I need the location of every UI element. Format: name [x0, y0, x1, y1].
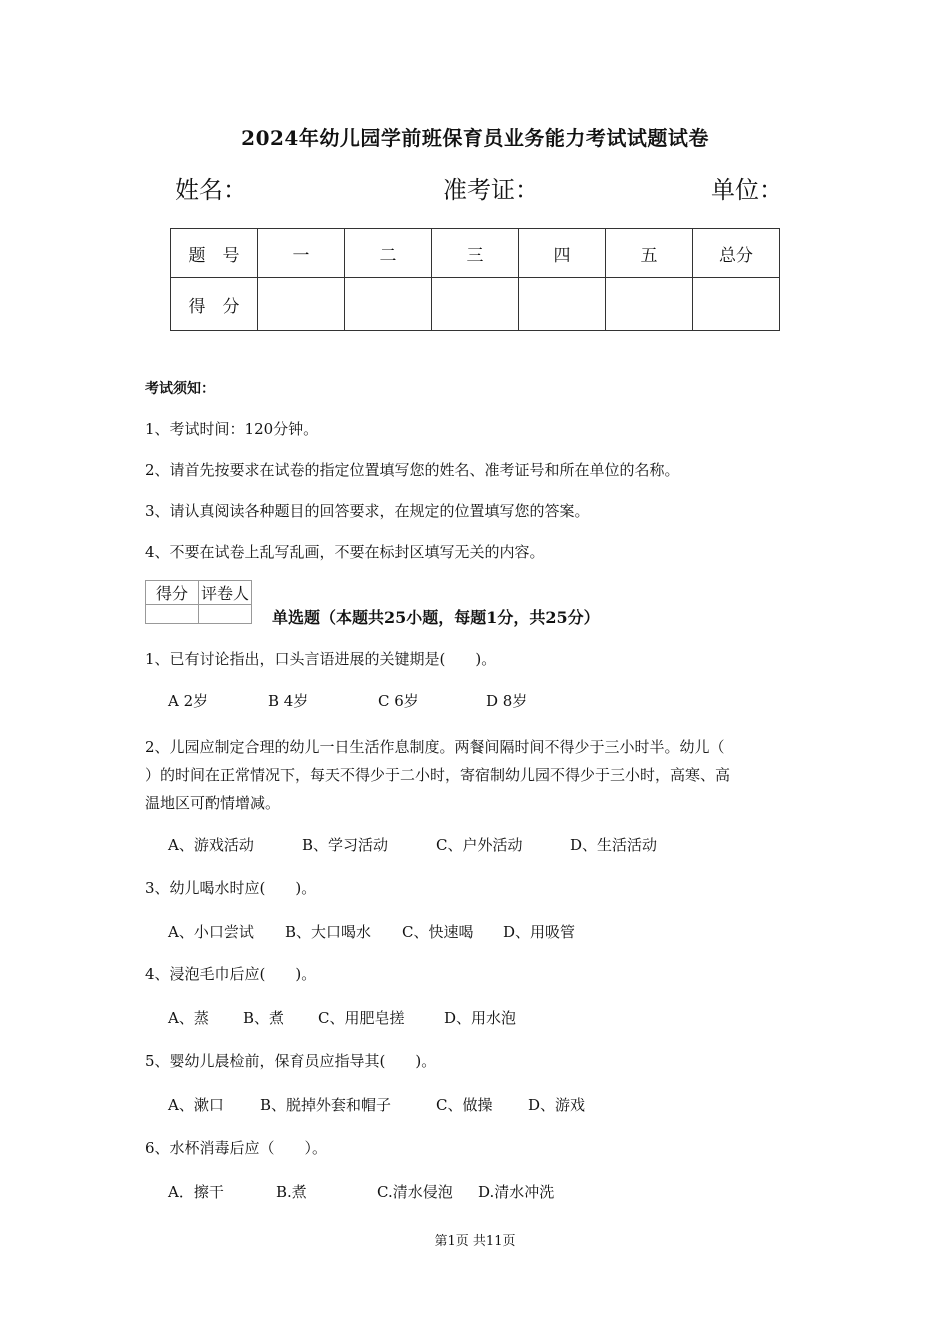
grader-reviewer-label: 评卷人: [199, 581, 252, 605]
score-cell[interactable]: [345, 278, 432, 331]
answer-option[interactable]: D.清水冲洗: [478, 1183, 555, 1201]
candidate-fields: [175, 170, 783, 204]
score-table-header-cell: 总分: [693, 229, 780, 278]
score-cell[interactable]: [258, 278, 345, 331]
score-table-header-cell: 三: [432, 229, 519, 278]
score-cell[interactable]: [519, 278, 606, 331]
answer-option[interactable]: B 4岁: [268, 692, 309, 710]
answer-option[interactable]: B、学习活动: [302, 836, 389, 854]
answer-option[interactable]: B、大口喝水: [285, 923, 372, 941]
answer-option[interactable]: C.清水侵泡: [377, 1183, 453, 1201]
answer-option[interactable]: A、小口尝试: [168, 923, 254, 941]
score-row-label: 得 分: [171, 278, 258, 331]
section-title: 单选题（本题共25小题，每题1分，共25分）: [272, 608, 600, 627]
answer-option[interactable]: B、脱掉外套和帽子: [260, 1096, 392, 1114]
answer-option[interactable]: A．擦干: [168, 1183, 224, 1201]
name-field-label: 姓名：: [175, 176, 247, 204]
question-stem: ）的时间在正常情况下，每天不得少于二小时，寄宿制幼儿园不得少于三小时，高寒、高: [145, 766, 731, 784]
question-stem: 3、幼儿喝水时应( )。: [145, 879, 317, 897]
answer-option[interactable]: C、用肥皂搓: [318, 1009, 405, 1027]
answer-option[interactable]: C、户外活动: [436, 836, 523, 854]
unit-field-label: 单位：: [711, 176, 783, 204]
question-stem: 6、水杯消毒后应（ ）。: [145, 1139, 328, 1157]
note-item: 2、请首先按要求在试卷的指定位置填写您的姓名、准考证号和所在单位的名称。: [145, 461, 680, 479]
answer-option[interactable]: C 6岁: [378, 692, 419, 710]
answer-option[interactable]: A、蒸: [168, 1009, 209, 1027]
question-stem: 2、儿园应制定合理的幼儿一日生活作息制度。两餐间隔时间不得少于三小时半。幼儿（: [145, 738, 725, 756]
score-table-header-row: [171, 229, 780, 278]
answer-option[interactable]: C、做操: [436, 1096, 493, 1114]
score-table-header-cell: 四: [519, 229, 606, 278]
question-stem: 温地区可酌情增减。: [145, 794, 281, 812]
score-cell[interactable]: [432, 278, 519, 331]
score-cell[interactable]: [693, 278, 780, 331]
note-item: 3、请认真阅读各种题目的回答要求，在规定的位置填写您的答案。: [145, 502, 590, 520]
answer-option[interactable]: C、快速喝: [402, 923, 474, 941]
score-table: [170, 228, 780, 331]
answer-option[interactable]: D、游戏: [528, 1096, 586, 1114]
answer-option[interactable]: D、用吸管: [503, 923, 576, 941]
question-stem: 1、已有讨论指出，口头言语进展的关键期是( )。: [145, 650, 497, 668]
answer-option[interactable]: D、生活活动: [570, 836, 658, 854]
document-title: 2024年幼儿园学前班保育员业务能力考试试题试卷: [241, 126, 709, 150]
score-cell[interactable]: [606, 278, 693, 331]
answer-option[interactable]: A、漱口: [168, 1096, 224, 1114]
score-table-score-row: [171, 278, 780, 331]
answer-option[interactable]: B.煮: [276, 1183, 307, 1201]
note-item: 1、考试时间：120分钟。: [145, 420, 319, 438]
grader-score-label: 得分: [146, 581, 199, 605]
answer-option[interactable]: B、煮: [243, 1009, 285, 1027]
answer-option[interactable]: D、用水泡: [444, 1009, 517, 1027]
question-stem: 4、浸泡毛巾后应( )。: [145, 965, 317, 983]
score-table-header-cell: 一: [258, 229, 345, 278]
grader-reviewer-cell[interactable]: [199, 605, 252, 624]
score-table-header-cell: 题 号: [171, 229, 258, 278]
answer-option[interactable]: A、游戏活动: [168, 836, 254, 854]
answer-option[interactable]: A 2岁: [168, 692, 209, 710]
question-stem: 5、婴幼儿晨检前，保育员应指导其( )。: [145, 1052, 437, 1070]
grader-box: [145, 580, 252, 624]
score-table-header-cell: 五: [606, 229, 693, 278]
score-table-header-cell: 二: [345, 229, 432, 278]
page-footer: 第1页 共11页: [434, 1234, 516, 1249]
note-item: 4、不要在试卷上乱写乱画，不要在标封区填写无关的内容。: [145, 543, 545, 561]
notes-heading: 考试须知：: [145, 381, 215, 397]
answer-option[interactable]: D 8岁: [486, 692, 528, 710]
exam-number-field-label: 准考证：: [443, 176, 539, 204]
grader-score-cell[interactable]: [146, 605, 199, 624]
